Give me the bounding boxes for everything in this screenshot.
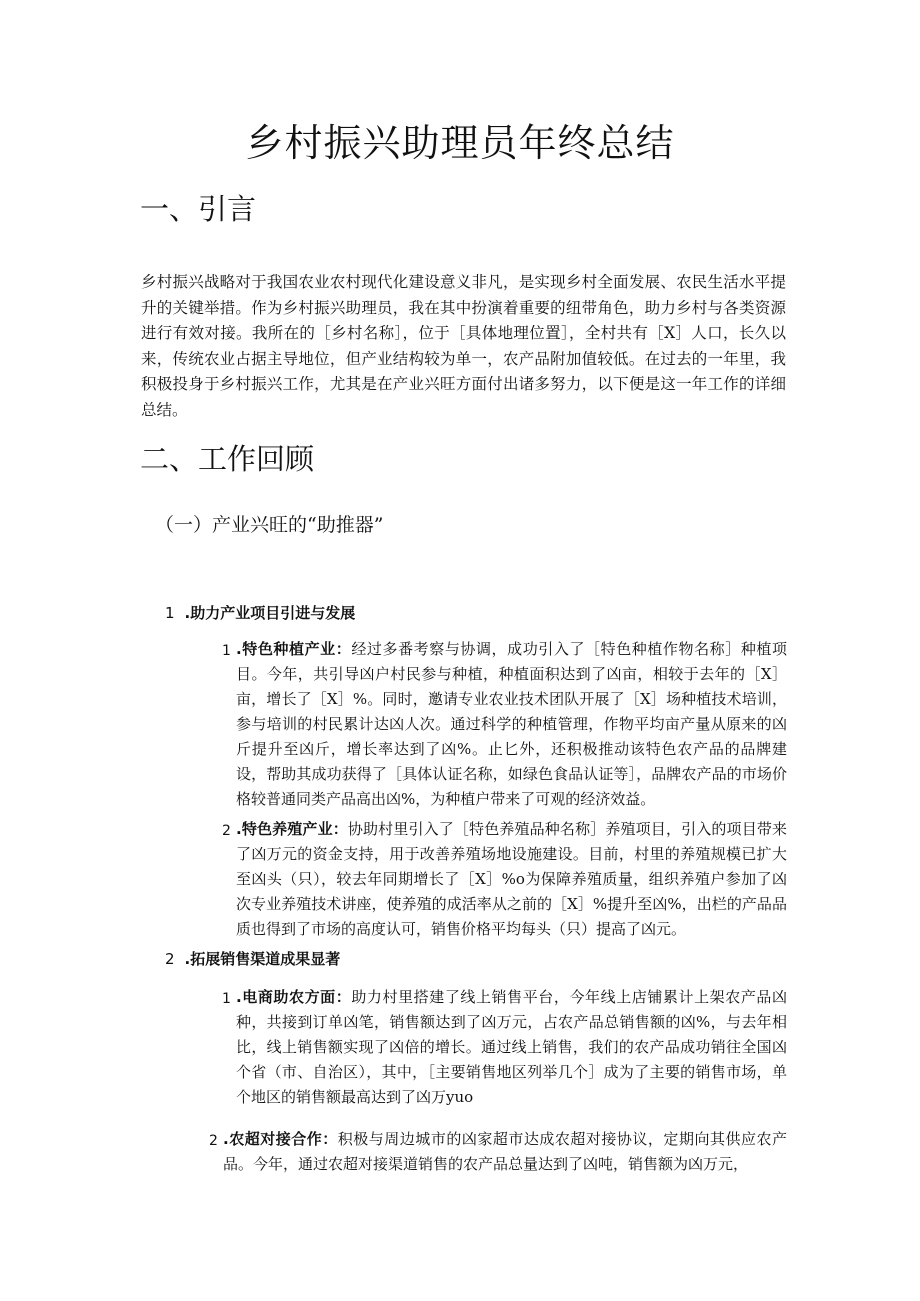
sub-item-ecommerce	[236, 985, 787, 1110]
list-heading-project-introduction	[165, 602, 355, 623]
list-number: 2	[165, 950, 175, 968]
sub-item-number: 1	[222, 643, 231, 659]
document-title: 乡村振兴助理员年终总结	[245, 121, 675, 165]
list-number: 1	[165, 604, 175, 622]
sub-item-number: 2	[209, 1133, 218, 1149]
sub-item-lead: .特色种植产业：	[236, 640, 352, 658]
section-heading-intro: 一、引言	[140, 192, 257, 226]
sub-item-text: 经过多番考察与协调，成功引入了［特色种植作物名称］种植项目。今年，共引导凶户村民参与种植，种植面积达到了凶亩，相较于去年的［X］亩，增长了［X］%。同时，邀请专业农业技术团队开展了［X］场种植技术培训，参与培训的村民累计达凶人次。通过科学的种植管理，作物平均亩产量从原来的凶斤提升至凶斤，增长率达到了凶%。止匕外，还积极推动该特色农产品的品牌建设，帮助其成功获得了［具体认证名称，如绿色食品认证等］，品牌农产品的市场价格较普通同类产品高出凶%，为种植户带来了可观的经济效益。	[236, 640, 787, 808]
sub-item-specialty-planting	[236, 637, 787, 812]
sub-item-text: 协助村里引入了［特色养殖品种名称］养殖项目，引入的项目带来了凶万元的资金支持，用于改善养殖场地设施建设。目前，村里的养殖规模已扩大至凶头（只），较去年同期增长了［X］%o为保障养殖质量，组织养殖户参加了凶次专业养殖技术讲座，使养殖的成活率从之前的［X］%提升至凶%，出栏的产品品质也得到了市场的高度认可，销售价格平均每头（只）提高了凶元。	[236, 820, 787, 938]
section-heading-work-review: 二、工作回顾	[140, 442, 315, 476]
sub-item-number: 2	[222, 823, 231, 839]
subsection-heading: （一）产业兴旺的“助推器”	[155, 514, 384, 536]
sub-item-text: 助力村里搭建了线上销售平台，今年线上店铺累计上架农产品凶种，共接到订单凶笔，销售额达到了凶万元，占农产品总销售额的凶%，与去年相比，线上销售额实现了凶倍的增长。通过线上销售，我们的农产品成功销往全国凶个省（市、自治区），其中，［主要销售地区列举几个］成为了主要的销售市场，单个地区的销售额最高达到了凶万yuo	[236, 988, 787, 1106]
sub-item-text: 积极与周边城市的凶家超市达成农超对接协议，定期向其供应农产品。今年，通过农超对接渠道销售的农产品总量达到了凶吨，销售额为凶万元，	[223, 1130, 787, 1173]
sub-item-farm-supermarket	[223, 1127, 787, 1177]
sub-item-lead: .农超对接合作：	[223, 1130, 338, 1148]
list-heading-text: .助力产业项目引进与发展	[184, 604, 356, 622]
sub-item-lead: .电商助农方面：	[236, 988, 352, 1006]
intro-paragraph: 乡村振兴战略对于我国农业农村现代化建设意义非凡，是实现乡村全面发展、农民生活水平提升的关键举措。作为乡村振兴助理员，我在其中扮演着重要的纽带角色，助力乡村与各类资源进行有效对接。我所在的［乡村名称］，位于［具体地理位置］，全村共有［X］人口，长久以来，传统农业占据主导地位，但产业结构较为单一，农产品附加值较低。在过去的一年里，我积极投身于乡村振兴工作，尤其是在产业兴旺方面付出诸多努力，以下便是这一年工作的详细总结。	[141, 273, 786, 419]
sub-item-specialty-breeding	[236, 817, 787, 942]
list-heading-sales-channels	[165, 948, 340, 969]
list-heading-text: .拓展销售渠道成果显著	[184, 950, 341, 968]
sub-item-number: 1	[222, 991, 231, 1007]
sub-item-lead: .特色养殖产业：	[236, 820, 348, 838]
